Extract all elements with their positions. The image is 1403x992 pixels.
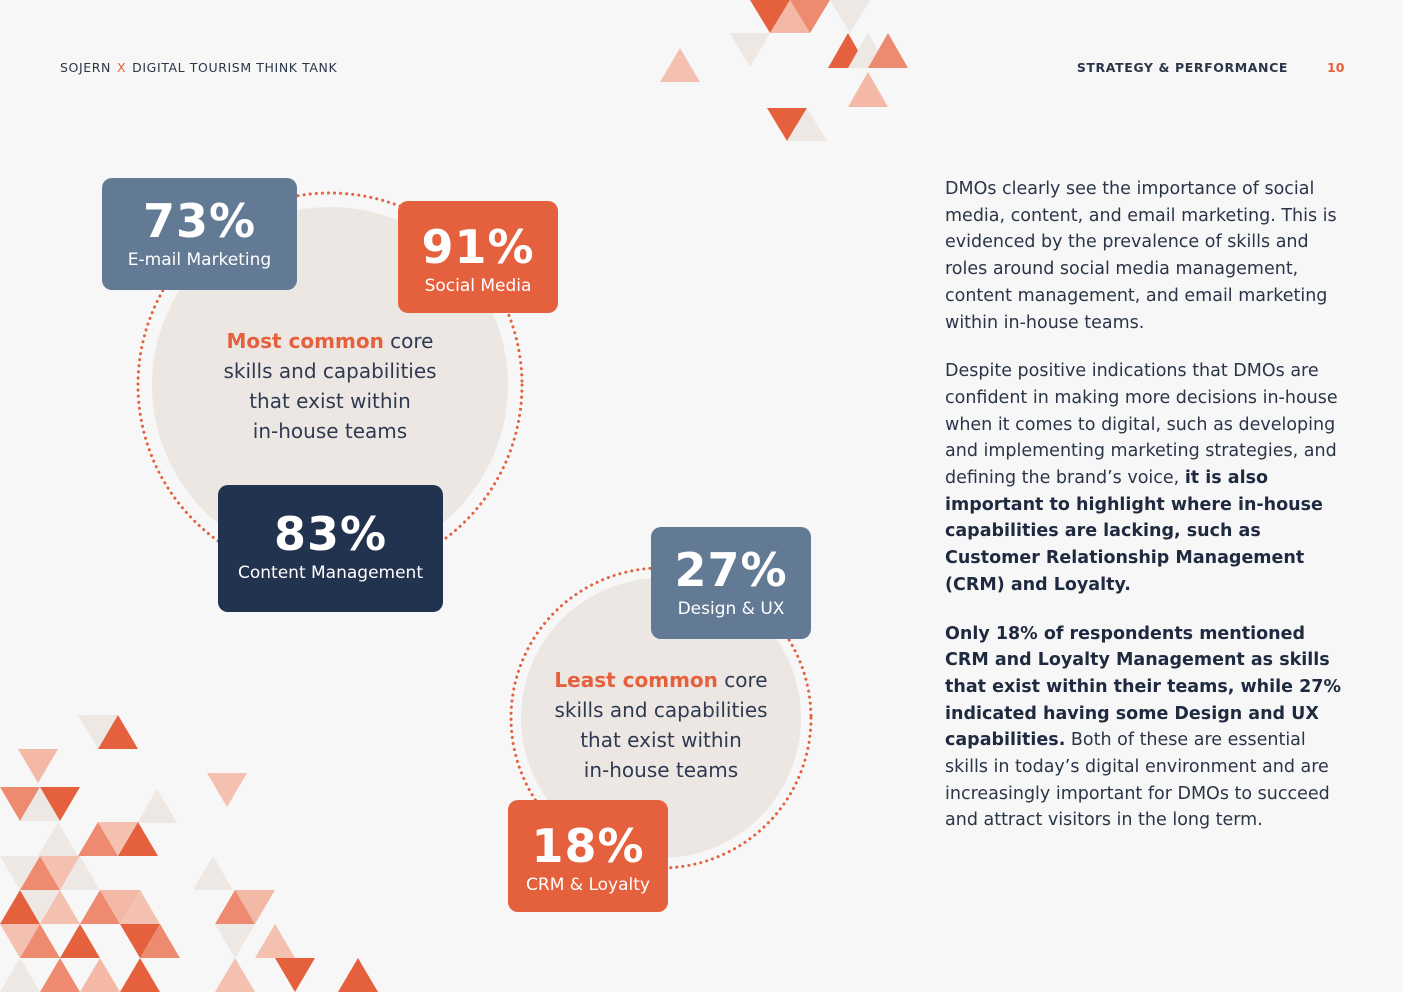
stat-value: 18% [531, 819, 645, 873]
least-common-title-rest: core [717, 668, 768, 692]
paragraph-2-plain: Despite positive indications that DMOs are confident in making more decisions in-house when it comes to digital, such as developing and implementing marketing strategies, and defining the brand’s voice, [945, 361, 1338, 489]
least-common-line2: skills and capabilities [554, 698, 768, 722]
most-common-title-accent: Most common [226, 329, 384, 353]
stat-value: 27% [674, 543, 788, 597]
body-copy [945, 176, 1350, 856]
most-common-line2: skills and capabilities [223, 359, 437, 383]
stat-label: E-mail Marketing [127, 250, 272, 270]
stat-social-media [398, 201, 558, 313]
triangle-pattern-top [660, 0, 908, 141]
page-number: 10 [1327, 60, 1345, 75]
least-common-line3: that exist within [580, 728, 742, 752]
stat-value: 73% [142, 194, 257, 248]
most-common-line3: that exist within [249, 389, 411, 413]
paragraph-2-bold: it is also important to highlight where in-house capabilities are lacking, such as Customer Relationship Management (CRM) and Loyalty. [945, 468, 1323, 595]
least-common-title-accent: Least common [554, 668, 718, 692]
stat-label: Content Management [238, 563, 423, 583]
paragraph-3 [945, 621, 1350, 835]
stat-value: 83% [273, 507, 388, 561]
stat-label: Design & UX [677, 599, 785, 619]
stat-design-ux [651, 527, 811, 639]
stat-crm-loyalty [508, 800, 668, 912]
report-title [60, 60, 337, 75]
brand-separator: X [117, 60, 127, 75]
paragraph-3-plain: Both of these are essential skills in today’s digital environment and are increasingly important for DMOs to succeed and attract visitors in the long term. [945, 730, 1330, 831]
brand-sojern: SOJERN [60, 60, 111, 75]
least-common-caption [511, 665, 811, 785]
stat-content-management [218, 485, 443, 612]
most-common-title-rest: core [383, 329, 434, 353]
triangle-pattern-bottom-left [0, 715, 378, 992]
most-common-line4: in-house teams [252, 419, 408, 443]
stat-email-marketing [102, 178, 297, 290]
section-title: STRATEGY & PERFORMANCE [1076, 60, 1288, 75]
stat-label: CRM & Loyalty [526, 875, 650, 895]
stat-label: Social Media [424, 276, 532, 296]
paragraph-2 [945, 358, 1350, 598]
paragraph-3-bold: Only 18% of respondents mentioned CRM and Loyalty Management as skills that exist within their teams, while 27% indicated having some Design and UX capabilities. [945, 623, 1341, 751]
stat-value: 91% [421, 220, 535, 274]
paragraph-1: DMOs clearly see the importance of social media, content, and email marketing. This is evidenced by the prevalence of skills and roles around social media management, content management, and email marketing within in-house teams. [945, 179, 1337, 333]
brand-dttt: DIGITAL TOURISM THINK TANK [132, 60, 338, 75]
least-common-line4: in-house teams [583, 758, 739, 782]
most-common-caption [180, 326, 480, 446]
